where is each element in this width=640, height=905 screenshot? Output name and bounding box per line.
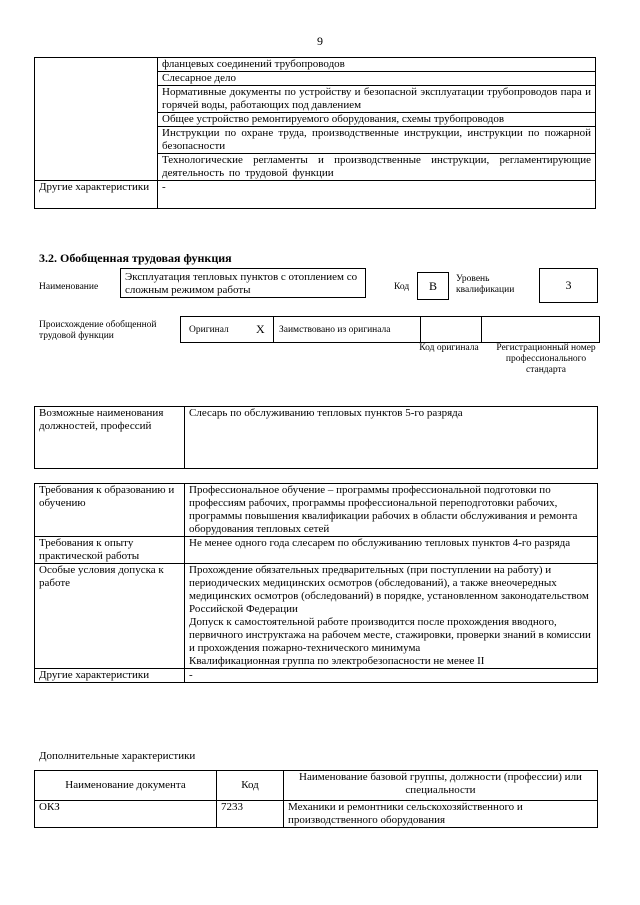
other-characteristics-value: - [185,669,598,683]
special-conditions-label: Особые условия допуска к работе [35,564,185,669]
name-label: Наименование [39,282,99,292]
origin-reg-caption: Регистрационный номер профессионального стандарта [496,343,596,375]
knowledge-item: Инструкции по охране труда, производственные инструкции, инструкции по пожарной безопасности [158,127,596,154]
level-value: 3 [539,268,598,303]
additional-title: Дополнительные характеристики [39,750,196,762]
divider [420,317,421,342]
origin-label: Происхождение обобщенной трудовой функции [39,320,157,341]
special-condition-text: Допуск к самостоятельной работе производится после прохождения вводного, первичного инструктажа на рабочем месте, стажировки, проверки знаний в комиссии и прохождения пожарно-технического минимума [189,616,591,654]
origin-mark: X [256,322,265,336]
knowledge-item: фланцевых соединений трубопроводов [158,58,596,72]
special-condition-text: Прохождение обязательных предварительных (при поступлении на работу) и периодических медицинских осмотров (обследований), а также внеочередных медицинских осмотров (обследований) в порядке, установленном законодательством Российской Федерации [189,564,589,615]
knowledge-item: Нормативные документы по устройству и безопасной эксплуатации трубопроводов пара и горячей воды, работающих под давлением [158,86,596,113]
header-name: Наименование базовой группы, должности (профессии) или специальности [284,771,598,801]
requirements-table [34,483,598,683]
knowledge-item: Слесарное дело [158,72,596,86]
other-characteristics-label: Другие характеристики [35,669,185,683]
page-number: 9 [317,34,323,48]
education-value: Профессиональное обучение – программы профессиональной подготовки по профессиям рабочих, программы профессиональной переподготовки рабочих, программы повышения квалификации рабочих в области обслуживания и ремонта оборудования тепловых сетей [185,484,598,537]
knowledge-table [34,57,596,209]
origin-code-caption: Код оригинала [419,343,479,353]
experience-value: Не менее одного года слесарем по обслуживанию тепловых пунктов 4-го разряда [185,537,598,564]
divider [273,317,274,342]
origin-original: Оригинал [189,325,229,335]
row-doc: ОКЗ [35,801,217,828]
positions-label: Возможные наименования должностей, профессий [35,407,185,469]
section-title: 3.2. Обобщенная трудовая функция [39,251,232,265]
knowledge-item: Технологические регламенты и производственные инструкции, регламентирующие деятельность по трудовой функции [158,154,596,181]
education-label: Требования к образованию и обучению [35,484,185,537]
header-doc: Наименование документа [35,771,217,801]
row-name: Механики и ремонтники сельскохозяйственного и производственного оборудования [284,801,598,828]
other-characteristics-value: - [158,181,596,209]
origin-box [180,316,600,343]
additional-table [34,770,598,828]
name-value: Эксплуатация тепловых пунктов с отоплением со сложным режимом работы [120,268,366,298]
level-label: Уровень квалификации [456,274,515,295]
empty-label-cell [35,58,158,181]
header-code: Код [217,771,284,801]
origin-borrowed: Заимствовано из оригинала [279,325,391,335]
code-value: B [417,272,449,300]
positions-table [34,406,598,469]
table-row [35,801,598,828]
knowledge-item: Общее устройство ремонтируемого оборудования, схемы трубопроводов [158,113,596,127]
positions-value: Слесарь по обслуживанию тепловых пунктов 5-го разряда [185,407,598,469]
divider [481,317,482,342]
code-label: Код [394,282,410,292]
special-conditions-value [185,564,598,669]
row-code: 7233 [217,801,284,828]
other-characteristics-label: Другие характеристики [35,181,158,209]
special-condition-text: Квалификационная группа по электробезопасности не менее II [189,655,485,667]
experience-label: Требования к опыту практической работы [35,537,185,564]
